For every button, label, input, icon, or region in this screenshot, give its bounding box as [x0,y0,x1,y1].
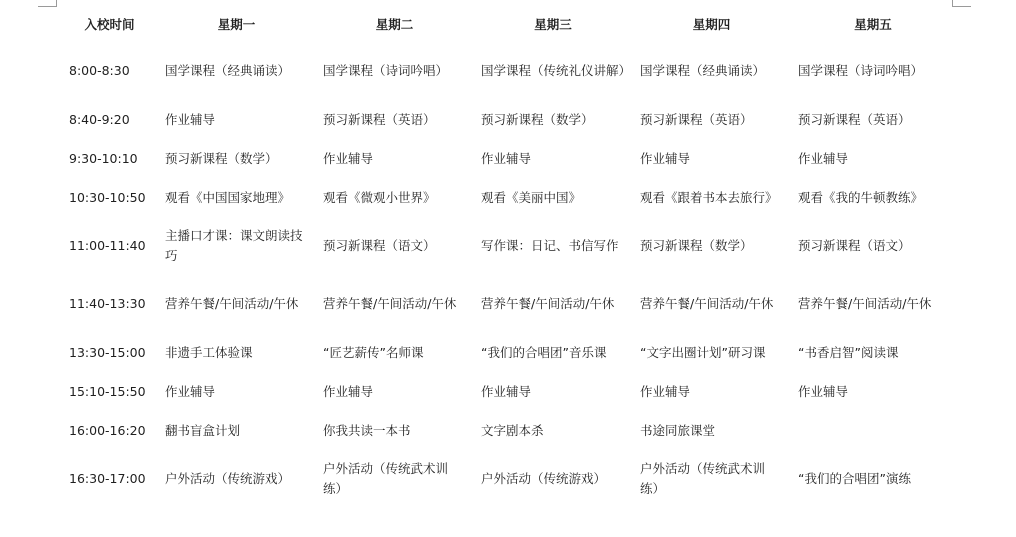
table-cell: 预习新课程（英语） [640,111,753,127]
header-tuesday: 星期二 [375,17,414,32]
table-cell: 预习新课程（语文） [323,238,436,253]
table-cell: 非遗手工体验课 [165,344,253,360]
table-row [60,42,954,100]
header-thursday: 星期四 [692,17,731,32]
table-row [60,275,954,333]
table-cell: “匠艺薪传”名师课 [323,344,424,360]
table-cell: 作业辅导 [798,383,849,399]
table-cell: 你我共读一本书 [323,422,411,438]
table-cell: 国学课程（传统礼仪讲解） [481,63,632,78]
page-corner-mark-left [38,0,57,7]
table-cell: 预习新课程（数学） [165,150,278,166]
time-cell: 15:10-15:50 [69,383,146,399]
table-cell: 国学课程（经典诵读） [165,63,291,78]
time-cell: 9:30-10:10 [69,150,138,166]
table-cell: 作业辅导 [798,150,849,166]
table-cell: 主播口才课：课文朗读技巧 [165,228,303,263]
table-cell: 观看《中国国家地理》 [165,189,291,205]
table-cell: 户外活动（传统游戏） [165,471,291,486]
time-cell: 8:40-9:20 [69,111,130,127]
table-row [60,333,954,372]
time-cell: 13:30-15:00 [69,344,146,360]
table-cell: 户外活动（传统游戏） [481,471,607,486]
table-cell: 预习新课程（语文） [798,238,911,253]
table-cell: 观看《美丽中国》 [481,189,582,205]
table-cell [789,411,954,450]
table-cell: 营养午餐/午间活动/午休 [323,296,457,311]
table-cell: 作业辅导 [323,150,374,166]
table-cell: “文字出圈计划”研习课 [640,344,766,360]
header-monday: 星期一 [217,17,256,32]
header-row [60,8,954,42]
table-row [60,100,954,139]
table-cell: 作业辅导 [481,383,532,399]
table-row [60,450,954,508]
table-cell: 营养午餐/午间活动/午休 [481,296,615,311]
table-cell: 文字剧本杀 [481,422,544,438]
table-row [60,139,954,178]
table-cell: 作业辅导 [640,150,691,166]
table-cell: 预习新课程（英语） [323,111,436,127]
table-cell: 国学课程（诗词吟唱） [323,63,449,78]
time-cell: 10:30-10:50 [69,189,146,205]
table-cell: 书途同旅课堂 [640,422,716,438]
table-row [60,178,954,217]
table-cell: 预习新课程（数学） [640,238,753,253]
table-cell: 户外活动（传统武术训练） [323,461,449,496]
table-cell: 写作课：日记、书信写作 [481,238,619,253]
table-cell: 翻书盲盒计划 [165,422,241,438]
table-cell: 国学课程（诗词吟唱） [798,63,924,78]
table-cell: 户外活动（传统武术训练） [640,461,766,496]
time-cell: 16:30-17:00 [69,471,146,486]
header-wednesday: 星期三 [534,17,572,32]
table-cell: 营养午餐/午间活动/午休 [165,296,299,311]
table-cell: 观看《微观小世界》 [323,189,436,205]
table-row [60,372,954,411]
table-row [60,217,954,275]
table-cell: “我们的合唱团”音乐课 [481,344,607,360]
table-cell: 作业辅导 [165,111,216,127]
table-cell: 作业辅导 [165,383,216,399]
table-cell: 预习新课程（数学） [481,111,594,127]
header-friday: 星期五 [854,17,892,32]
time-cell: 11:40-13:30 [69,296,146,311]
table-cell: 国学课程（经典诵读） [640,63,766,78]
page-corner-mark-right [952,0,971,7]
table-cell: 作业辅导 [640,383,691,399]
time-cell: 11:00-11:40 [69,238,146,253]
header-time: 入校时间 [84,17,135,32]
table-cell: 营养午餐/午间活动/午休 [640,296,774,311]
schedule-table [60,8,954,508]
table-cell: 作业辅导 [323,383,374,399]
table-cell: 营养午餐/午间活动/午休 [798,296,932,311]
time-cell: 16:00-16:20 [69,422,146,438]
time-cell: 8:00-8:30 [69,63,130,78]
table-cell: “我们的合唱团”演练 [798,471,911,486]
table-cell: 预习新课程（英语） [798,111,911,127]
table-cell: “书香启智”阅读课 [798,344,899,360]
table-row [60,411,954,450]
table-cell: 作业辅导 [481,150,532,166]
table-cell: 观看《我的牛顿教练》 [798,189,924,205]
table-cell: 观看《跟着书本去旅行》 [640,189,778,205]
